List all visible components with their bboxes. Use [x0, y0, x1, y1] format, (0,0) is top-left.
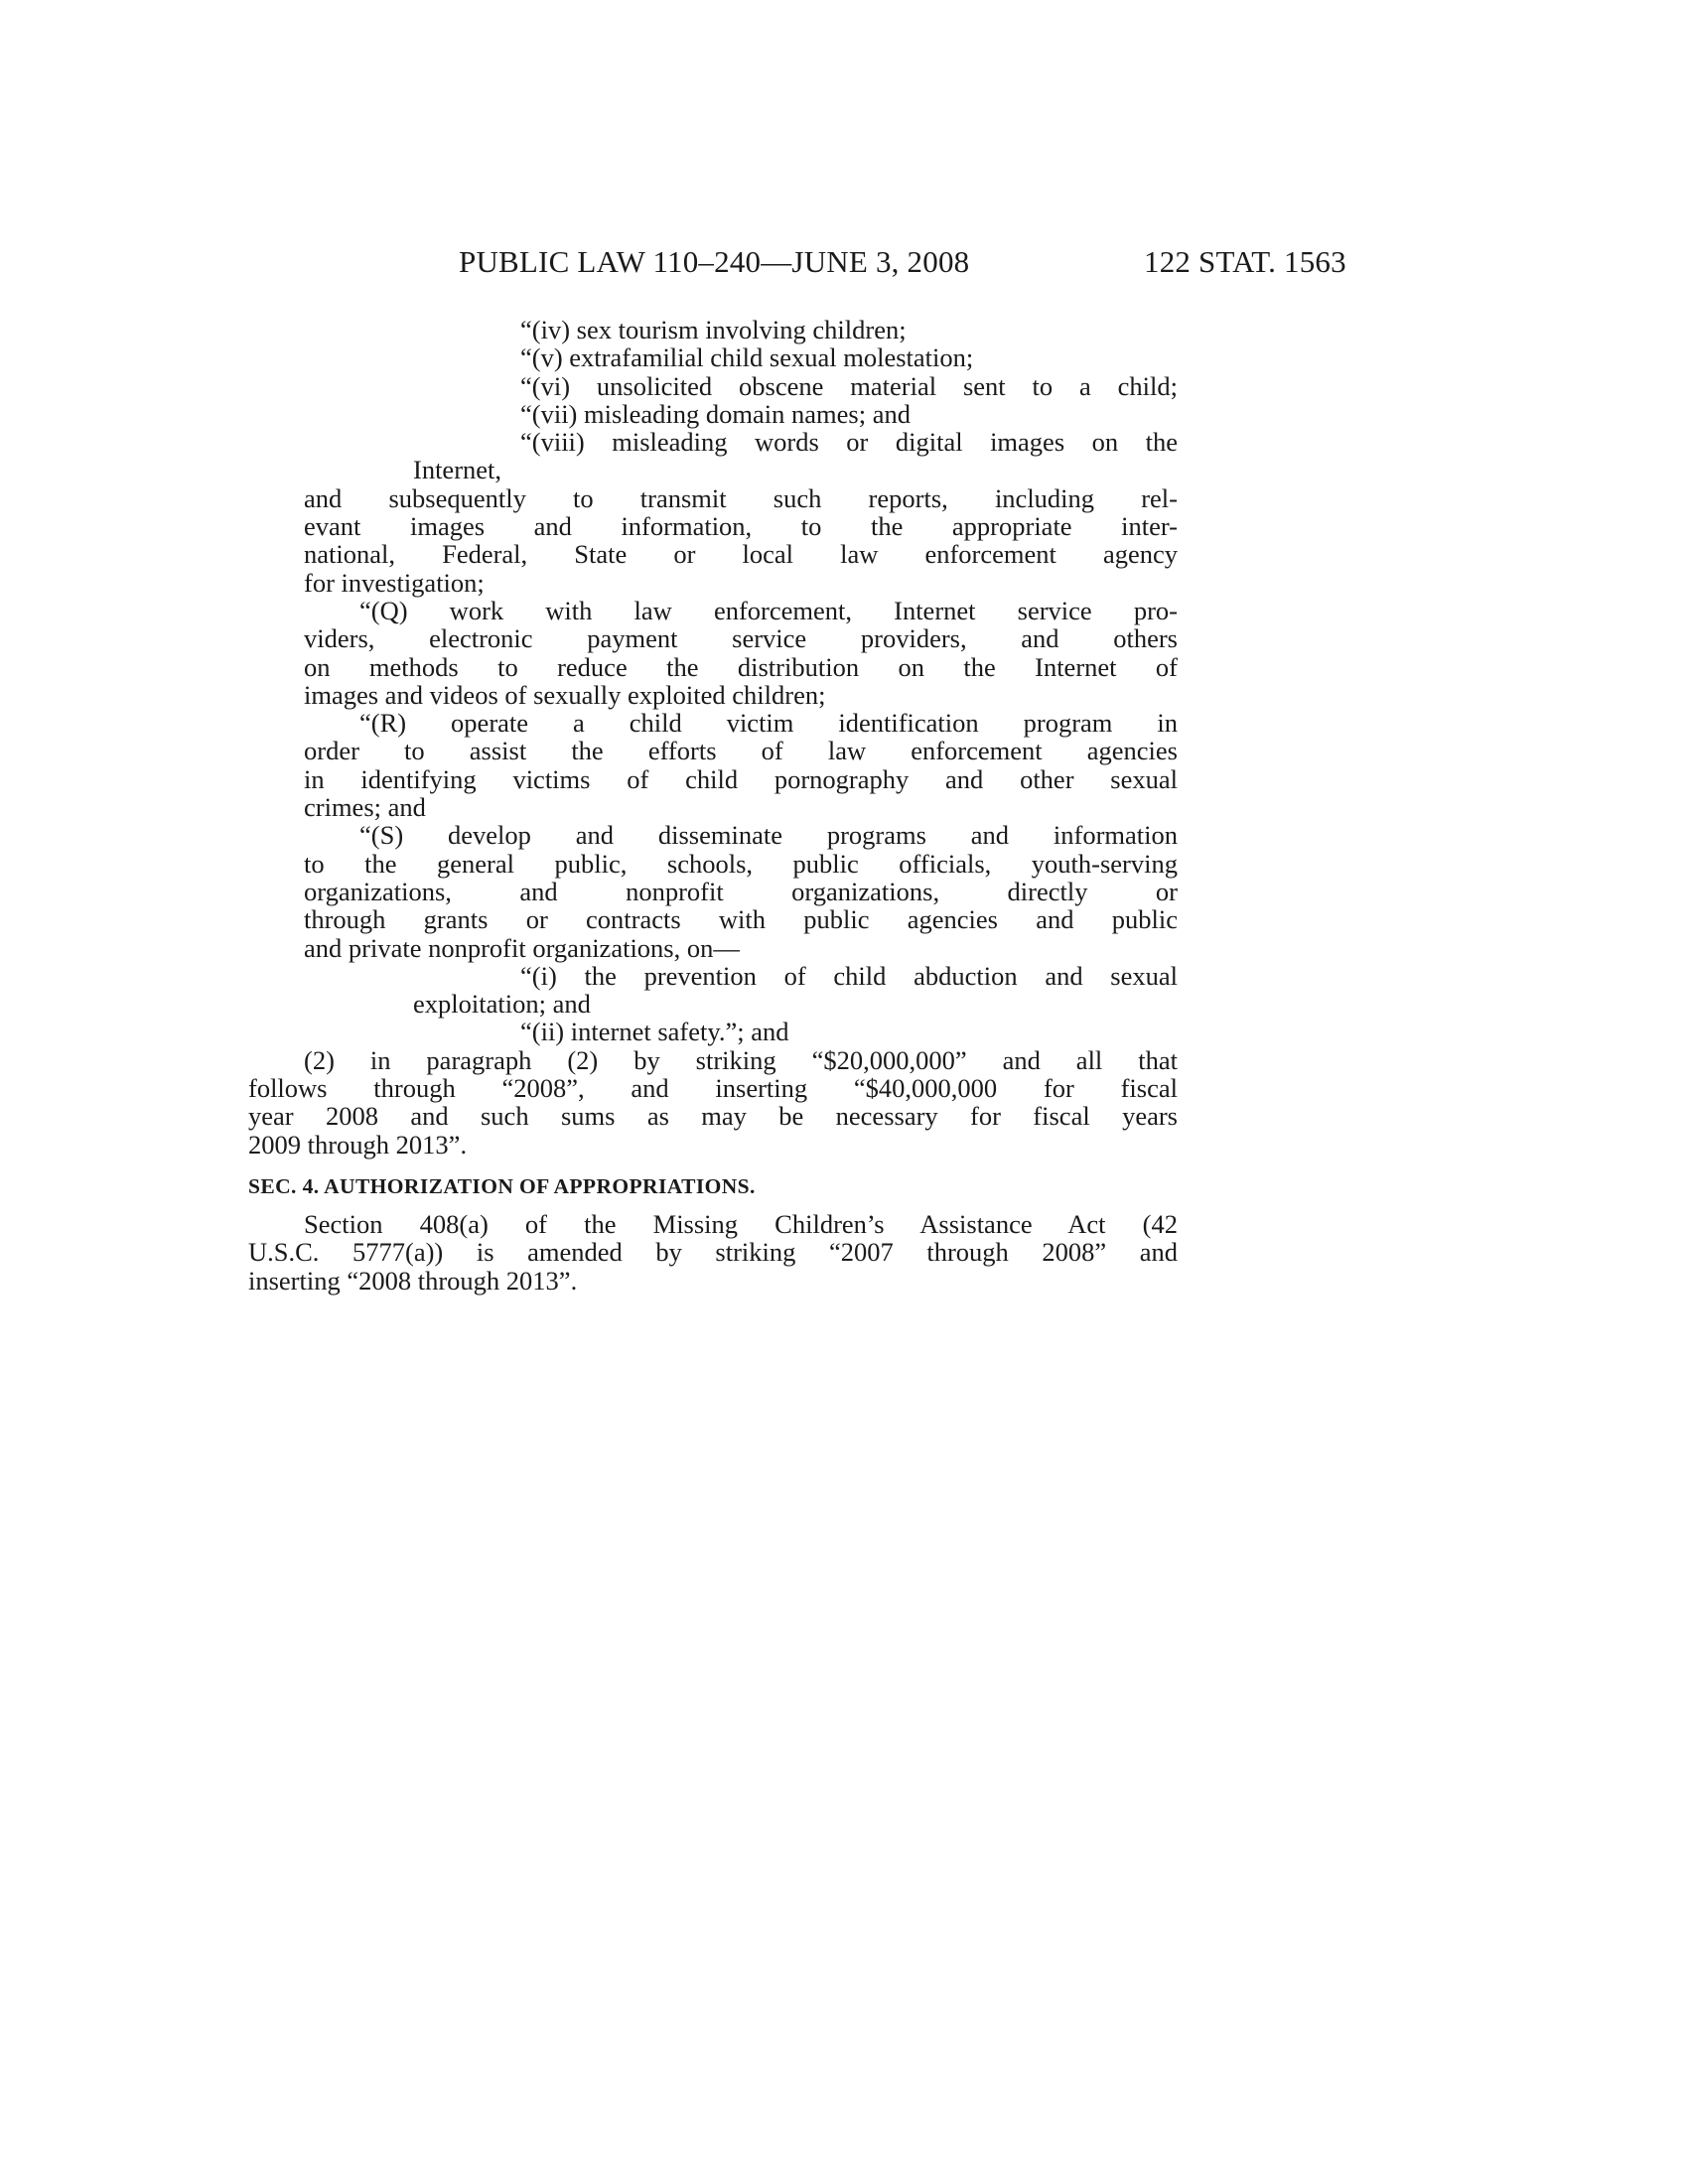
clause-viii-line-1: “(viii) misleading words or digital images on the: [520, 427, 1178, 458]
subparagraph-q-line-1: “(Q) work with law enforcement, Internet service pro-: [359, 595, 1178, 625]
subparagraph-q-line: images and videos of sexually exploited children;: [304, 679, 826, 710]
subparagraph-s-line-1: “(S) develop and disseminate programs and information: [359, 820, 1178, 851]
paragraph-2-line: follows through “2008”, and inserting “$40,000,000 for fiscal: [248, 1073, 1178, 1104]
subparagraph-s-line: and private nonprofit organizations, on—: [304, 932, 740, 963]
section-4-heading: SEC. 4. AUTHORIZATION OF APPROPRIATIONS.: [248, 1173, 756, 1198]
clause-ii: “(ii) internet safety.”; and: [520, 1017, 789, 1047]
paragraph-text-line: for investigation;: [304, 567, 485, 598]
paragraph-text-line: evant images and information, to the appropriate inter-: [304, 511, 1178, 542]
clause-v: “(v) extrafamilial child sexual molestation;: [520, 342, 974, 373]
paragraph-2-line: year 2008 and such sums as may be necessary for fiscal years: [248, 1101, 1178, 1132]
paragraph-2-line-1: (2) in paragraph (2) by striking “$20,000,000” and all that: [304, 1044, 1178, 1075]
paragraph-text-line: and subsequently to transmit such reports, including rel-: [304, 482, 1178, 513]
subparagraph-r-line: crimes; and: [304, 792, 426, 823]
public-law-title: PUBLIC LAW 110–240—JUNE 3, 2008: [459, 244, 970, 279]
subparagraph-r-line-1: “(R) operate a child victim identification program in: [359, 708, 1178, 739]
clause-vi: “(vi) unsolicited obscene material sent to a child;: [520, 370, 1178, 401]
section-4-text-line-1: Section 408(a) of the Missing Children’s Assistance Act (42: [304, 1208, 1178, 1239]
subparagraph-s-line: through grants or contracts with public agencies and public: [304, 904, 1178, 935]
clause-i-line-2: exploitation; and: [413, 989, 591, 1020]
section-4-text-line: inserting “2008 through 2013”.: [248, 1265, 578, 1296]
page-header: [0, 244, 1688, 284]
subparagraph-s-line: to the general public, schools, public officials, youth-serving: [304, 848, 1178, 879]
clause-viii-line-2: Internet,: [413, 455, 502, 485]
subparagraph-q-line: on methods to reduce the distribution on the Internet of: [304, 651, 1178, 682]
paragraph-text-line: national, Federal, State or local law enforcement agency: [304, 539, 1178, 570]
law-text-body: [248, 315, 1178, 1296]
subparagraph-s-line: organizations, and nonprofit organizations, directly or: [304, 876, 1178, 906]
subparagraph-q-line: viders, electronic payment service providers, and others: [304, 623, 1178, 654]
clause-i-line-1: “(i) the prevention of child abduction and sexual: [520, 960, 1178, 991]
section-4-text-line: U.S.C. 5777(a)) is amended by striking “2007 through 2008” and: [248, 1237, 1178, 1268]
subparagraph-r-line: in identifying victims of child pornography and other sexual: [304, 763, 1178, 794]
paragraph-2-line: 2009 through 2013”.: [248, 1129, 468, 1160]
clause-iv: “(iv) sex tourism involving children;: [520, 315, 907, 344]
clause-vii: “(vii) misleading domain names; and: [520, 398, 911, 429]
statute-citation: 122 STAT. 1563: [1144, 244, 1346, 279]
subparagraph-r-line: order to assist the efforts of law enforcement agencies: [304, 736, 1178, 766]
